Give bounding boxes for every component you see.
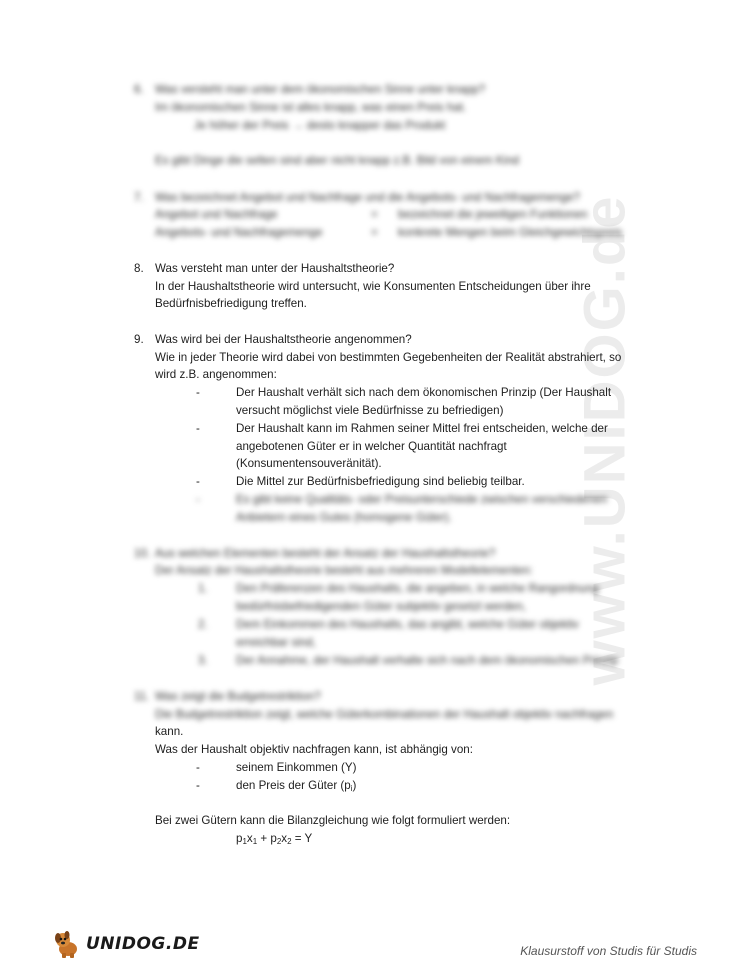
question-7-row-equals: = <box>371 226 378 239</box>
question-10-element-line: bedürfnisbefriedigenden Güter subjektiv gesetzt werden, <box>236 600 527 613</box>
question-9-title: Was wird bei der Haushaltstheorie angenommen? <box>155 333 412 346</box>
question-11-answer-line: Was der Haushalt objektiv nachfragen kann, ist abhängig von: <box>155 743 473 756</box>
question-8-answer-line: In der Haushaltstheorie wird untersucht, wie Konsumenten Entscheidungen über ihre <box>155 280 591 293</box>
question-6-title: Was versteht man unter dem ökonomischen Sinne unter knapp? <box>155 83 486 96</box>
dash-bullet: - <box>196 779 200 792</box>
dog-icon <box>52 929 82 959</box>
question-9-assumption-line: Die Mittel zur Bedürfnisbefriedigung sind beliebig teilbar. <box>236 475 525 488</box>
dash-bullet: - <box>196 386 200 399</box>
question-9-assumption-line: (Konsumentensouveränität). <box>236 457 382 470</box>
eq-x2: x <box>281 832 288 845</box>
watermark: www.UNIDOG.de <box>572 194 638 686</box>
budget-equation <box>236 831 312 849</box>
question-10-answer-line: Der Ansatz der Haushaltstheorie besteht aus mehreren Modellelementen: <box>155 564 533 577</box>
question-7-row-definition: bezeichnet die jeweiligen Funktionen <box>398 208 588 221</box>
question-number-10: 10. <box>134 547 151 560</box>
question-number-8: 8. <box>134 262 144 275</box>
question-10-title: Aus welchen Elementen besteht der Ansatz der Haushaltstheorie? <box>155 547 496 560</box>
question-9-assumption-line: Der Haushalt kann im Rahmen seiner Mittel frei entscheiden, welche der <box>236 422 608 435</box>
question-9-assumption-line: Der Haushalt verhält sich nach dem ökonomischen Prinzip (Der Haushalt <box>236 386 612 399</box>
question-9-assumption-line: versucht möglichst viele Bedürfnisse zu befriedigen) <box>236 404 504 417</box>
question-number-7: 7. <box>134 191 144 204</box>
question-number-11: 11. <box>134 690 150 703</box>
question-6-answer-line: Je höher der Preis → desto knapper das Produkt <box>194 119 446 132</box>
question-11-answer-line: kann. <box>155 725 184 738</box>
numbered-bullet-3: 3. <box>198 654 208 667</box>
eq-sub-1: 1 <box>242 837 247 846</box>
numbered-bullet-2: 2. <box>198 618 208 631</box>
question-10-element-line: Dem Einkommen des Haushalts, das angibt, welche Güter objektiv <box>236 618 579 631</box>
subscript-i: i <box>350 784 353 793</box>
question-10-element-line: Den Präferenzen des Haushalts, die angeben, in welche Rangordnung <box>236 582 599 595</box>
question-11-dependency-line <box>236 778 356 796</box>
question-11-dependency-line: seinem Einkommen (Y) <box>236 761 357 774</box>
eq-sub-3: 2 <box>276 837 282 846</box>
question-11-title: Was zeigt die Budgetrestriktion? <box>155 690 321 703</box>
question-7-row-label: Angebots- und Nachfragemenge <box>155 226 323 239</box>
unidog-logo[interactable] <box>52 929 200 959</box>
question-11-answer-line: Bei zwei Gütern kann die Bilanzgleichung wie folgt formuliert werden: <box>155 814 511 827</box>
question-9-answer-line: Wie in jeder Theorie wird dabei von bestimmten Gegebenheiten der Realität abstrahiert, so <box>155 351 622 364</box>
question-9-answer-line: wird z.B. angenommen: <box>155 368 277 381</box>
question-10-element-line: erreichbar sind, <box>236 636 316 649</box>
question-9-assumption-line: Es gibt keine Qualitäts- oder Preisunterschiede zwischen verschiedenen <box>236 493 608 506</box>
eq-x1: x <box>246 832 253 845</box>
numbered-bullet-1: 1. <box>198 582 208 595</box>
question-6-answer-line: Im ökonomischen Sinne ist alles knapp, was einen Preis hat. <box>155 101 467 114</box>
question-7-row-label: Angebot und Nachfrage <box>155 208 278 221</box>
eq-sub-4: 2 <box>287 837 292 846</box>
close-paren: ) <box>352 779 357 792</box>
eq-sub-2: 1 <box>252 837 258 846</box>
question-number-6: 6. <box>134 83 144 96</box>
eq-equals-y: = Y <box>291 832 313 845</box>
question-9-assumption-line: angebotenen Güter er in welcher Quantität nachfragt <box>236 440 507 453</box>
eq-p1: p <box>236 832 243 845</box>
question-10-element-line: Der Annahme, der Haushalt verhalte sich nach dem ökonomischen Prinzip <box>236 654 619 667</box>
dash-bullet: - <box>196 422 200 435</box>
question-number-9: 9. <box>134 333 144 346</box>
question-7-row-equals: = <box>371 208 378 221</box>
question-6-answer-line: Es gibt Dinge die selten sind aber nicht knapp z.B. Bild von einem Kind <box>155 154 520 167</box>
question-7-title: Was bezeichnet Angebot und Nachfrage und die Angebots- und Nachfragemenge? <box>155 191 580 204</box>
question-8-answer-line: Bedürfnisbefriedigung treffen. <box>155 297 307 310</box>
question-8-title: Was versteht man unter der Haushaltstheorie? <box>155 262 395 275</box>
question-9-assumption-line: Anbietern eines Gutes (homogene Güter). <box>236 511 452 524</box>
eq-plus-p2: + p <box>257 832 277 845</box>
question-7-row-definition: konkrete Mengen beim Gleichgewichtspreis <box>398 226 623 239</box>
dash-bullet: - <box>196 493 200 506</box>
dependency-text: den Preis der Güter (p <box>236 779 351 792</box>
footer-slogan: Klausurstoff von Studis für Studis <box>520 944 697 958</box>
dash-bullet: - <box>196 475 200 488</box>
logo-text: UNIDOG.DE <box>86 934 200 954</box>
dash-bullet: - <box>196 761 200 774</box>
question-11-answer-line: Die Budgetrestriktion zeigt, welche Güterkombinationen der Haushalt objektiv nachfragen <box>155 708 614 721</box>
